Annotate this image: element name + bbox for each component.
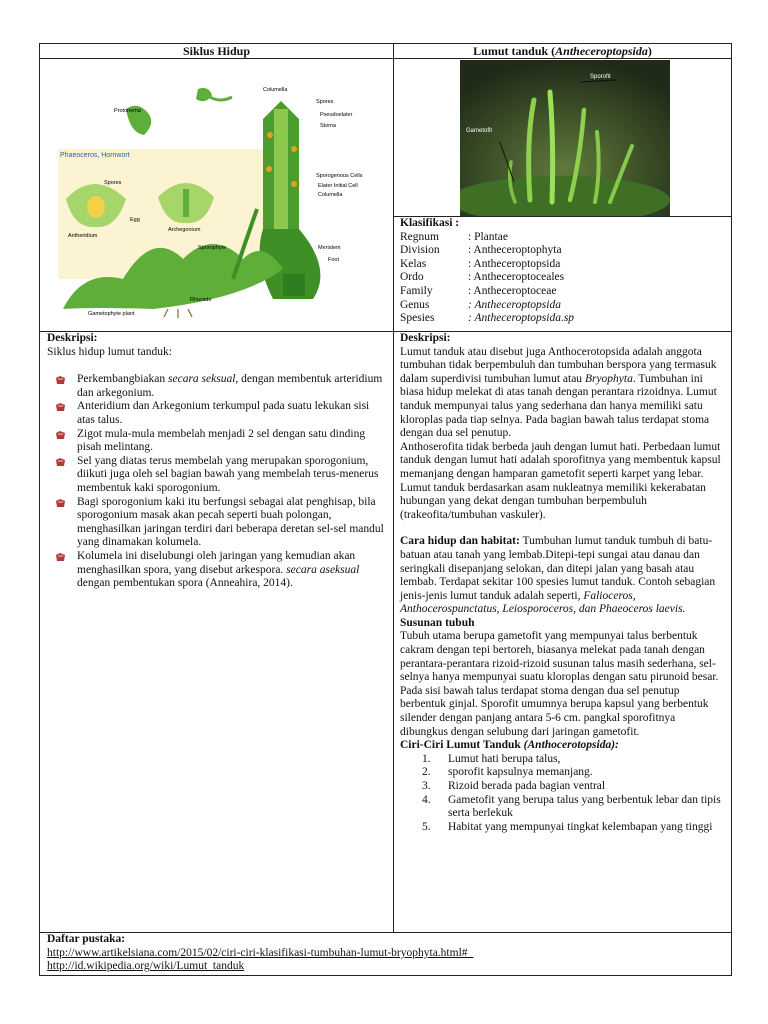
label-protonema: Protonema — [114, 108, 141, 114]
label-spores-top: Spores — [316, 99, 334, 105]
klasifikasi-value: : Antheceroptoceae — [468, 284, 557, 297]
right-desc-p1 — [400, 346, 726, 441]
susunan-paragraph: Tubuh utama berupa gametofit yang mempunyai talus berbentuk cakram dengan tepi bertoreh, biasanya melekat pada tanah dengan perantara-perantara rizoid-rizoid susunan talus masih sederhana, sel-selnya hanya mempunyai suatu kloroplas dengan satu pirunoid besar. Pada sisi bawah talus terdapat stoma dengan dua sel penutup berbentuk ginjal. Sporofit umumnya berupa kapsul yang berbentuk silender dengan panjang antara 5-6 cm. pangkal sporofitnya dibungkus dengan selubung dari jaringan gametofit. — [400, 630, 719, 738]
klasifikasi-value: : Antheceroptopsida.sp — [468, 312, 575, 325]
ciri-list — [400, 753, 726, 835]
klasifikasi-section — [400, 217, 728, 331]
b1-text-end: , dengan membentuk arteridium dan arkegonium. — [77, 373, 383, 399]
klasifikasi-row — [400, 299, 728, 313]
right-description — [400, 332, 726, 930]
daftar-pustaka — [47, 933, 727, 975]
susunan-heading: Susunan tubuh — [400, 616, 475, 629]
klasifikasi-key: Genus — [400, 298, 430, 311]
pustaka-link-1[interactable]: http://www.artikelsiana.com/2015/02/ciri-ciri-klasifikasi-tumbuhan-lumut-bryophyta.html#_ — [47, 946, 474, 959]
meristem-shape — [283, 274, 305, 296]
klasifikasi-row — [400, 244, 728, 258]
list-text: Habitat yang mempunyai tingkat kelembapan yang tinggi — [448, 820, 713, 833]
hornwort-photo — [460, 60, 670, 216]
spore-dot — [267, 132, 273, 138]
rhizoids-shape — [164, 309, 192, 318]
b6-text: Kolumela ini diselubungi oleh jaringan yang kemudian akan menghasilkan spora, yang disebut arkespora. — [77, 549, 356, 576]
spore-germination-shape — [196, 88, 212, 101]
klasifikasi-value: : Antheceroptoceales — [468, 271, 565, 284]
label-archegonium: Archegonium — [168, 227, 201, 233]
sporophyte-horn — [550, 92, 553, 202]
archegonium-neck — [183, 189, 189, 217]
bullet-icon — [55, 498, 66, 508]
label-egg: Egg — [130, 217, 140, 223]
klasifikasi-row — [400, 285, 728, 299]
p1-italic: Bryophyta — [584, 372, 633, 385]
label-foot: Foot — [328, 257, 340, 263]
list-number: 5. — [422, 820, 431, 833]
list-item — [400, 766, 726, 780]
klasifikasi-key: Kelas — [400, 257, 427, 270]
klasifikasi-row — [400, 271, 728, 285]
list-item — [47, 496, 387, 550]
bullet-icon — [55, 375, 66, 385]
label-sporogenous: Sporogenous Cells — [316, 173, 363, 179]
list-text: sporofit kapsulnya memanjang. — [448, 766, 593, 779]
klasifikasi-key: Ordo — [400, 271, 424, 284]
label-meristem: Meristem — [318, 245, 341, 251]
list-item — [400, 821, 726, 835]
habitat-species: Falioceros, Anthocerospunctatus, Leiosporoceros, dan Phaeoceros laevis. — [400, 589, 686, 616]
p1-text-end: . Tumbuhan ini biasa hidup melekat di atas tanah dengan perantara rizoidnya. Lumut tanduk mempunyai talus yang sederhana dan hanya memiliki satu kloroplas pada tiap selnya. Pada bagian bawah talus terdapat stoma dengan dua sel penutup. — [400, 372, 717, 440]
header-right-title-close: ) — [647, 44, 652, 58]
spore-dot — [266, 166, 272, 172]
label-columella-top: Columella — [263, 87, 288, 93]
klasifikasi-key: Family — [400, 284, 433, 297]
left-description — [47, 332, 387, 930]
label-elater: Elater Initial Cell — [318, 183, 358, 189]
b4-text: Sel yang diatas terus membelah yang merupakan sporogonium, diikuti juga oleh sel bagian bawah yang membelah terus-menerus membentuk kaki sporogonium. — [77, 454, 379, 494]
klasifikasi-rows — [400, 231, 728, 326]
right-desc-p2: Anthoserofita tidak berbeda jauh dengan lumut hati. Perbedaan lumut tanduk dengan lumut hati adalah sporofitnya yang membentuk kapsul memanjang dengan hamparan gametofit seperti karpet yang lebar. Lumut tanduk berdasarkan asam nukleatnya memiliki kekerabatan hubungan yang dekat dengan tumbuhan berpembuluh (trakeofita/tumbuhan vaskuler). — [400, 440, 721, 521]
hornwort-photo-image — [460, 60, 670, 216]
ciri-heading-text: Ciri-Ciri Lumut Tanduk — [400, 739, 524, 752]
ciri-heading-italic: (Anthocerotopsida): — [523, 739, 619, 752]
p1-text: Lumut tanduk atau disebut juga Anthocerotopsida adalah anggota tumbuhan tidak berpembuluh dan tumbuhan berspora yang termasuk dalam superdivisi tumbuhan lumut atau — [400, 345, 717, 385]
label-columella: Columella — [318, 192, 343, 198]
b6-italic: secara aseksual — [286, 563, 360, 576]
klasifikasi-heading: Klasifikasi : — [400, 217, 460, 229]
b2-text: Anteridium dan Arkegonium terkumpul pada suatu lekukan sisi atas talus. — [77, 400, 370, 426]
protonema-filament — [210, 97, 232, 100]
label-stoma: Stoma — [320, 123, 336, 129]
pustaka-heading: Daftar pustaka: — [47, 933, 126, 945]
spore-dot — [291, 146, 297, 152]
label-gametofit: Gametofit — [466, 128, 493, 134]
list-item — [400, 780, 726, 794]
list-text: Gametofit yang berupa talus yang berbentuk lebar dan tipis serta berlekuk — [448, 793, 721, 820]
list-number: 3. — [422, 780, 431, 792]
life-cycle-diagram — [58, 79, 378, 319]
header-right-title: Lumut tanduk ( — [473, 44, 556, 58]
list-item — [400, 794, 726, 821]
habitat-heading: Cara hidup dan habitat: — [400, 535, 520, 548]
header-right-title-italic: Antheceroptopsida — [555, 44, 648, 58]
b5-text: Bagi sporogonium kaki itu berfungsi sebagai alat penghisap, bila sporogonium masak akan pecah seperti buah polongan, menghasilkan jaringan terdiri dari beberapa deretan sel-sel mandul yang dinamakan kolumela. — [77, 495, 384, 549]
b3-text: Zigot mula-mula membelah menjadi 2 sel dengan satu dinding pisah melintang. — [77, 427, 366, 454]
left-desc-heading: Deskripsi: — [47, 332, 98, 344]
life-cycle-list — [47, 373, 387, 591]
list-item — [47, 455, 387, 496]
list-text: Rizoid berada pada bagian ventral — [448, 780, 606, 792]
b1-text: Perkembangbiakan — [77, 373, 169, 386]
diagram-title: Phaeoceros, Hornwort — [60, 152, 130, 159]
klasifikasi-value: : Antheceroptophyta — [468, 244, 562, 257]
list-item — [47, 373, 387, 400]
list-number: 1. — [422, 752, 431, 765]
ciri-heading — [400, 739, 726, 753]
label-gametophyte: Gametophyte plant — [88, 311, 135, 317]
spore-dot — [291, 181, 297, 187]
b1-italic: secara seksual — [168, 373, 236, 386]
life-cycle-illustration — [58, 79, 378, 319]
klasifikasi-row — [400, 231, 728, 245]
klasifikasi-key: Spesies — [400, 312, 435, 325]
klasifikasi-value: : Antheceroptopsida — [468, 257, 561, 270]
header-left — [40, 44, 393, 58]
bullet-icon — [55, 430, 66, 440]
label-antheridium: Antheridium — [68, 233, 98, 239]
header-right — [394, 44, 731, 58]
label-spores: Spores — [104, 180, 122, 186]
klasifikasi-row — [400, 312, 728, 326]
klasifikasi-row — [400, 258, 728, 272]
left-desc-intro: Siklus hidup lumut tanduk: — [47, 345, 172, 358]
klasifikasi-key: Division — [400, 244, 440, 257]
antheridium-body — [87, 196, 105, 218]
b6-text-end: dengan pembentukan spora (Anneahira, 2014). — [77, 577, 293, 590]
list-text: Lumut hati berupa talus, — [448, 752, 561, 765]
list-item — [47, 400, 387, 427]
list-number: 2. — [422, 766, 431, 779]
klasifikasi-value: : Plantae — [468, 230, 508, 243]
column-divider — [393, 44, 394, 932]
bullet-icon — [55, 457, 66, 467]
klasifikasi-value: : Antheceroptopsida — [468, 298, 561, 311]
list-number: 4. — [422, 793, 431, 806]
label-rhizoids: Rhizoids — [190, 297, 212, 303]
habitat-text: Tumbuhan lumut tanduk tumbuh di batu-batuan atau tanah yang lembab.Ditepi-tepi sungai atau danau dan seringkali disepanjang selokan, dan ditepi jalan yang basah atau lembab. Terdapat sekitar 100 spesies lumut tanduk. Contoh sebagian jenis-jenis lumut tanduk adalah seperti, — [400, 535, 716, 602]
pustaka-link-2[interactable]: http://id.wikipedia.org/wiki/Lumut_tanduk — [47, 960, 245, 973]
habitat-paragraph — [400, 535, 726, 617]
label-sporophyte: Sporophyte — [198, 245, 227, 251]
klasifikasi-key: Regnum — [400, 230, 439, 243]
label-pseudoelater: Pseudoelater — [320, 112, 353, 118]
bullet-icon — [55, 552, 66, 562]
bullet-icon — [55, 402, 66, 412]
header-left-title: Siklus Hidup — [182, 44, 251, 58]
list-item — [47, 428, 387, 455]
header-divider — [40, 58, 731, 59]
document-table — [39, 43, 732, 976]
list-item — [400, 753, 726, 767]
list-item — [47, 550, 387, 591]
label-sporofit: Sporofit — [590, 74, 611, 80]
right-desc-heading: Deskripsi: — [400, 332, 451, 344]
